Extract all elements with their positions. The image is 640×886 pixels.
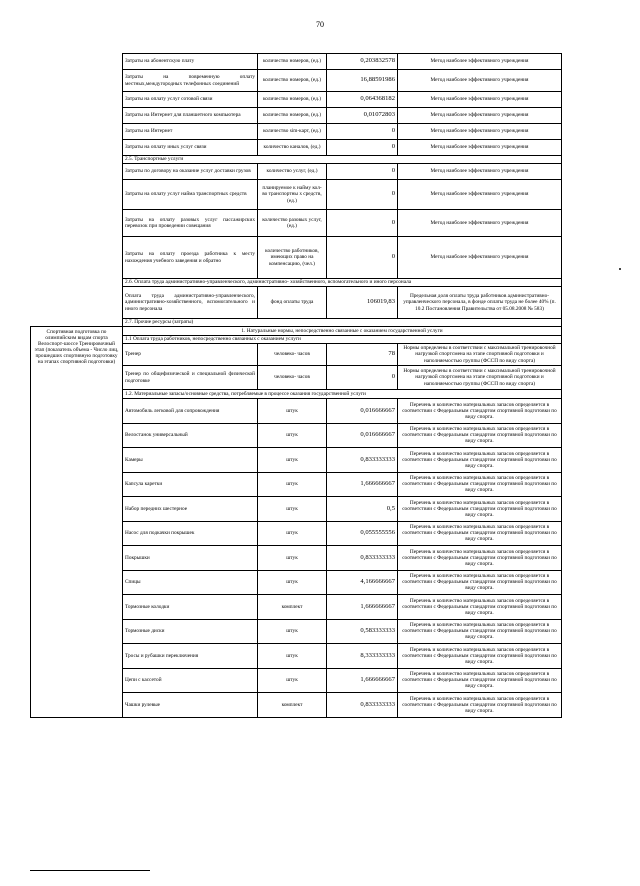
value-cell: 4,166666667 [327, 570, 398, 595]
item-name: Спицы [123, 570, 258, 595]
value-cell: 1,666666667 [327, 595, 398, 620]
unit-cell: количество услуг, (ед.) [258, 164, 327, 180]
method-cell: Нормы определены в соответствии с максимальной тренировочной нагрузкой спортсмена на этапе спортивной подготовки и наполняемостью группы (ФССП по виду спорта) [398, 366, 562, 390]
value-cell: 0 [327, 210, 398, 237]
unit-cell: штук [258, 497, 327, 522]
unit-cell: штук [258, 448, 327, 473]
section-natural-norms: 1. Натуральные нормы, непосредственно связанные с оказанием государственной услуги [123, 327, 562, 336]
value-cell: 0,064368182 [327, 92, 398, 108]
unit-cell: фонд оплаты труда [258, 287, 327, 319]
unit-cell: количество каналов, (ед.) [258, 140, 327, 156]
method-cell: Перечень и количество материальных запасов определяется в соответствии с Федеральным стандартом спортивной подготовки по виду спорта. [398, 472, 562, 497]
value-cell: 1,666666667 [327, 668, 398, 693]
method-cell: Перечень и количество материальных запасов определяется в соответствии с Федеральным стандартом спортивной подготовки по виду спорта. [398, 595, 562, 620]
value-cell: 0,583333333 [327, 619, 398, 644]
item-name: Тросы и рубашки переключения [123, 644, 258, 669]
item-name: Тормозные колодки [123, 595, 258, 620]
item-name: Оплата труда административно-управленческого, административно-хозяйственного, вспомогательного и иного персонала [123, 287, 258, 319]
page-number: 70 [316, 20, 324, 29]
method-cell: Перечень и количество материальных запасов определяется в соответствии с Федеральным стандартом спортивной подготовки по виду спорта. [398, 619, 562, 644]
section-other: 2.7. Прочие ресурсы (затраты) [123, 319, 562, 327]
item-name: Тренер [123, 344, 258, 366]
method-cell: Перечень и количество материальных запасов определяется в соответствии с Федеральным стандартом спортивной подготовки по виду спорта. [398, 399, 562, 424]
unit-cell: штук [258, 472, 327, 497]
unit-cell: количество номеров, (ед.) [258, 92, 327, 108]
method-cell: Перечень и количество материальных запасов определяется в соответствии с Федеральным стандартом спортивной подготовки по виду спорта. [398, 497, 562, 522]
value-cell: 0,833333333 [327, 546, 398, 571]
unit-cell: человеко- часов [258, 366, 327, 390]
cost-norms-table [30, 53, 562, 718]
method-cell: Метод наиболее эффективного учреждения [398, 70, 562, 92]
item-name: Покрышки [123, 546, 258, 571]
section-transport: 2.5. Транспортные услуги [123, 156, 562, 164]
item-name: Затраты на оплату разовых услуг пассажирских перевозок при проведении совещания [123, 210, 258, 237]
method-cell: Перечень и количество материальных запасов определяется в соответствии с Федеральным стандартом спортивной подготовки по виду спорта. [398, 644, 562, 669]
unit-cell: планируемое к найму кол- во транспортны х средств, (ед.) [258, 180, 327, 210]
method-cell: Перечень и количество материальных запасов определяется в соответствии с Федеральным стандартом спортивной подготовки по виду спорта. [398, 546, 562, 571]
unit-cell: штук [258, 668, 327, 693]
value-cell: 1,666666667 [327, 472, 398, 497]
item-name: Затраты на Интернет для планшетного компьютера [123, 108, 258, 124]
unit-cell: штук [258, 619, 327, 644]
method-cell: Метод наиболее эффективного учреждения [398, 180, 562, 210]
value-cell: 78 [327, 344, 398, 366]
item-name: Затраты на оплату услуг найма транспортных средств [123, 180, 258, 210]
section-labor: 2.6. Оплата труда административно-управленческого, административно- хозяйственного, вспомогательного и иного персонала [123, 279, 562, 287]
item-name: Тренер по общефизической и специальной физической подготовке [123, 366, 258, 390]
method-cell: Перечень и количество материальных запасов определяется в соответствии с Федеральным стандартом спортивной подготовки по виду спорта. [398, 423, 562, 448]
empty-cell [31, 54, 123, 327]
unit-cell: штук [258, 570, 327, 595]
value-cell: 0 [327, 164, 398, 180]
method-cell: Метод наиболее эффективного учреждения [398, 164, 562, 180]
section-materials: 1.2. Материальные запасы/основные средства, потребляемые в процессе оказания государственной услуги [123, 390, 562, 399]
value-cell: 0,833333333 [327, 448, 398, 473]
unit-cell: штук [258, 644, 327, 669]
unit-cell: количество sim-карт, (ед.) [258, 124, 327, 140]
method-cell: Перечень и количество материальных запасов определяется в соответствии с Федеральным стандартом спортивной подготовки по виду спорта. [398, 570, 562, 595]
method-cell: Предельная доля оплаты труда работников административно- управленческого персонала, в фонде оплаты труда не более 40% (п. 10.2 Постановления Правительства от 05.08.2008 № 583) [398, 287, 562, 319]
item-name: Тормозные диски [123, 619, 258, 644]
unit-cell: человеко- часов [258, 344, 327, 366]
item-name: Камеры [123, 448, 258, 473]
item-name: Затраты на оплату проезда работника к месту нахождения учебного заведения и обратно [123, 237, 258, 279]
method-cell: Метод наиболее эффективного учреждения [398, 210, 562, 237]
item-name: Цепи с кассетой [123, 668, 258, 693]
unit-cell: количество разовых услуг, (ед.) [258, 210, 327, 237]
item-name: Затраты на оплату иных услуг связи [123, 140, 258, 156]
item-name: Затраты на оплату услуг сотовой связи [123, 92, 258, 108]
margin-mark [619, 268, 621, 270]
value-cell: 0,01072803 [327, 108, 398, 124]
method-cell: Метод наиболее эффективного учреждения [398, 237, 562, 279]
item-name: Чашки рулевые [123, 693, 258, 718]
value-cell: 0 [327, 366, 398, 390]
method-cell: Метод наиболее эффективного учреждения [398, 92, 562, 108]
unit-cell: штук [258, 423, 327, 448]
item-name: Затраты по договору на оказание услуг доставки грузов [123, 164, 258, 180]
unit-cell: количество работников, имеющих право на компенсацию, (чел.) [258, 237, 327, 279]
service-label: Спортивная подготовка по олимпийским видам спорта Велоспорт-шоссе Тренировочный этап (показатель объема - Число лиц, прошедших спортивную подготовку на этапах спортивной подготовки) [31, 327, 123, 718]
unit-cell: количество номеров, (ед.) [258, 108, 327, 124]
item-name: Набор передних шестерное [123, 497, 258, 522]
item-name: Автомобиль легковой для сопровождения [123, 399, 258, 424]
item-name: Затраты на абонентскую плату [123, 54, 258, 70]
unit-cell: комплект [258, 693, 327, 718]
method-cell: Метод наиболее эффективного учреждения [398, 54, 562, 70]
unit-cell: штук [258, 546, 327, 571]
unit-cell: штук [258, 399, 327, 424]
value-cell: 8,333333333 [327, 644, 398, 669]
value-cell: 106019,83 [327, 287, 398, 319]
value-cell: 0 [327, 140, 398, 156]
value-cell: 0 [327, 180, 398, 210]
item-name: Затраты на повременную оплату местных,междугородных телефонных соединений [123, 70, 258, 92]
section-header-row [31, 327, 562, 336]
item-name: Капсула каретки [123, 472, 258, 497]
unit-cell: комплект [258, 595, 327, 620]
method-cell: Перечень и количество материальных запасов определяется в соответствии с Федеральным стандартом спортивной подготовки по виду спорта. [398, 448, 562, 473]
method-cell: Метод наиболее эффективного учреждения [398, 108, 562, 124]
method-cell: Перечень и количество материальных запасов определяется в соответствии с Федеральным стандартом спортивной подготовки по виду спорта. [398, 521, 562, 546]
item-name: Насос для подкачки покрышек [123, 521, 258, 546]
value-cell: 0,016666667 [327, 399, 398, 424]
value-cell: 0,5 [327, 497, 398, 522]
unit-cell: штук [258, 521, 327, 546]
method-cell: Метод наиболее эффективного учреждения [398, 140, 562, 156]
section-staff-pay: 1.1 Оплата труда работников, непосредственно связанных с оказанием услуги [123, 336, 562, 344]
method-cell: Нормы определены в соответствии с максимальной тренировочной нагрузкой спортсмена на этапе спортивной подготовки и наполняемостью группы (ФССП по виду спорта) [398, 344, 562, 366]
item-name: Затраты на Интернет [123, 124, 258, 140]
item-name: Велостанок универсальный [123, 423, 258, 448]
cost-row [31, 54, 562, 70]
method-cell: Перечень и количество материальных запасов определяется в соответствии с Федеральным стандартом спортивной подготовки по виду спорта. [398, 693, 562, 718]
unit-cell: количество номеров, (ед.) [258, 70, 327, 92]
value-cell: 0,055555556 [327, 521, 398, 546]
value-cell: 16,88591986 [327, 70, 398, 92]
value-cell: 0 [327, 124, 398, 140]
unit-cell: количество номеров, (ед.) [258, 54, 327, 70]
method-cell: Метод наиболее эффективного учреждения [398, 124, 562, 140]
value-cell: 0,833333333 [327, 693, 398, 718]
value-cell: 0 [327, 237, 398, 279]
method-cell: Перечень и количество материальных запасов определяется в соответствии с Федеральным стандартом спортивной подготовки по виду спорта. [398, 668, 562, 693]
value-cell: 0,016666667 [327, 423, 398, 448]
footnote-divider [30, 870, 150, 871]
value-cell: 0,203832578 [327, 54, 398, 70]
